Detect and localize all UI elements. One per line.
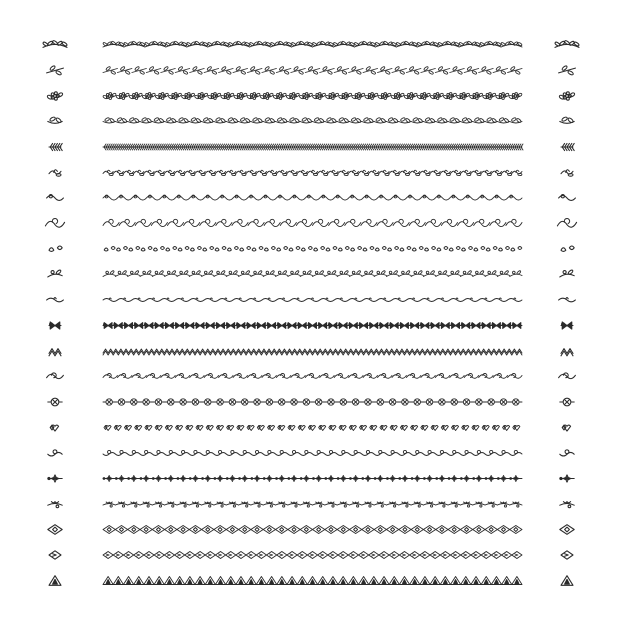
scattered-leaves-border-right-corner [561, 246, 574, 251]
triangle-border-left-corner [49, 576, 61, 586]
swirl-border-left-corner [47, 195, 64, 201]
triangle-border-right-corner [561, 576, 573, 586]
curl-leaf-border-left-corner [49, 170, 61, 176]
leaf-sprig-border-strip [103, 66, 522, 75]
bird-flower-border-right-corner [560, 502, 574, 508]
arrow-diamond-border [49, 551, 573, 559]
branch-leaves-border-strip [103, 270, 522, 276]
dot-flower-border [48, 475, 574, 482]
flower-and-leaf-border-strip [103, 93, 523, 100]
arrow-diamond-border-left-corner [49, 551, 61, 559]
circle-cross-border [48, 398, 574, 406]
leaf-chain-border-right-corner [560, 116, 574, 123]
dot-flower-border-right-corner [560, 475, 574, 482]
thin-wave-border-right-corner [559, 298, 576, 302]
flower-and-leaf-border-left-corner [47, 92, 64, 100]
dot-flower-border-strip [103, 476, 522, 482]
leafy-garland-border-right-corner [554, 40, 579, 47]
curl-leaf-border [49, 170, 573, 176]
fern-border-left-corner [49, 143, 62, 150]
flower-and-leaf-border [47, 92, 576, 100]
branch-leaves-border [48, 269, 574, 277]
leafy-garland-border-left-corner [42, 40, 67, 47]
circle-cross-border-right-corner [560, 398, 574, 406]
circle-cross-border-strip [103, 399, 522, 405]
heart-diamond-border-left-corner [50, 425, 58, 431]
branch-leaves-border-right-corner [560, 269, 574, 277]
diamond-chain-border-left-corner [48, 525, 62, 535]
curl-leaf-border-strip [103, 170, 522, 175]
wave-scroll-border [45, 219, 576, 228]
fern-border-right-corner [561, 143, 574, 150]
diamond-chain-border [48, 525, 574, 535]
arrow-diamond-border-strip [103, 552, 522, 559]
wave-scroll-border-right-corner [557, 219, 576, 228]
curl-wave-border-right-corner [559, 373, 576, 379]
curl-wave-border-left-corner [47, 373, 64, 379]
arrow-diamond-border-right-corner [561, 551, 573, 559]
fern-border [49, 143, 574, 150]
zigzag-border [49, 349, 573, 356]
bow-border-strip [103, 323, 522, 329]
zigzag-border-strip [103, 349, 522, 355]
branch-leaves-border-left-corner [48, 269, 62, 277]
loop-border-right-corner [560, 450, 574, 456]
wave-scroll-border-left-corner [45, 219, 64, 228]
bird-flower-border-strip [103, 502, 522, 507]
leaf-sprig-border-right-corner [559, 65, 576, 75]
curl-wave-border [47, 373, 576, 379]
diamond-chain-border-strip [103, 526, 522, 534]
triangle-border [49, 576, 573, 586]
curl-wave-border-strip [103, 374, 522, 379]
bow-border-right-corner [561, 322, 573, 329]
thin-wave-border-strip [103, 298, 522, 302]
diamond-chain-border-right-corner [560, 525, 574, 535]
leafy-garland-border-strip [103, 41, 523, 47]
heart-diamond-border-strip [104, 426, 520, 431]
bow-border-left-corner [49, 322, 61, 329]
swirl-border-right-corner [559, 195, 576, 201]
leaf-sprig-border-left-corner [47, 65, 64, 75]
triangle-border-strip [103, 577, 522, 585]
curl-leaf-border-right-corner [561, 170, 573, 176]
wave-scroll-border-strip [103, 219, 522, 226]
fern-border-strip [103, 144, 523, 150]
leaf-chain-border-left-corner [48, 116, 62, 123]
heart-diamond-border-right-corner [562, 425, 570, 431]
flower-and-leaf-border-right-corner [559, 92, 576, 100]
scattered-leaves-border-strip [104, 247, 522, 252]
loop-border [48, 450, 574, 456]
swirl-border [47, 195, 576, 201]
bird-flower-border-left-corner [48, 502, 62, 508]
zigzag-border-right-corner [561, 349, 573, 356]
leaf-chain-border-strip [103, 117, 522, 123]
loop-border-strip [103, 450, 522, 455]
bird-flower-border [48, 502, 574, 508]
leaf-sprig-border [47, 65, 576, 75]
zigzag-border-left-corner [49, 349, 61, 356]
bow-border [49, 322, 573, 329]
circle-cross-border-left-corner [48, 398, 62, 406]
leafy-garland-border [42, 40, 579, 47]
loop-border-left-corner [48, 450, 62, 456]
heart-diamond-border [50, 425, 570, 431]
thin-wave-border [47, 298, 576, 302]
scattered-leaves-border [49, 246, 574, 251]
dot-flower-border-left-corner [48, 475, 62, 482]
thin-wave-border-left-corner [47, 298, 64, 302]
swirl-border-strip [103, 195, 522, 200]
leaf-chain-border [48, 116, 574, 123]
scattered-leaves-border-left-corner [49, 246, 62, 251]
